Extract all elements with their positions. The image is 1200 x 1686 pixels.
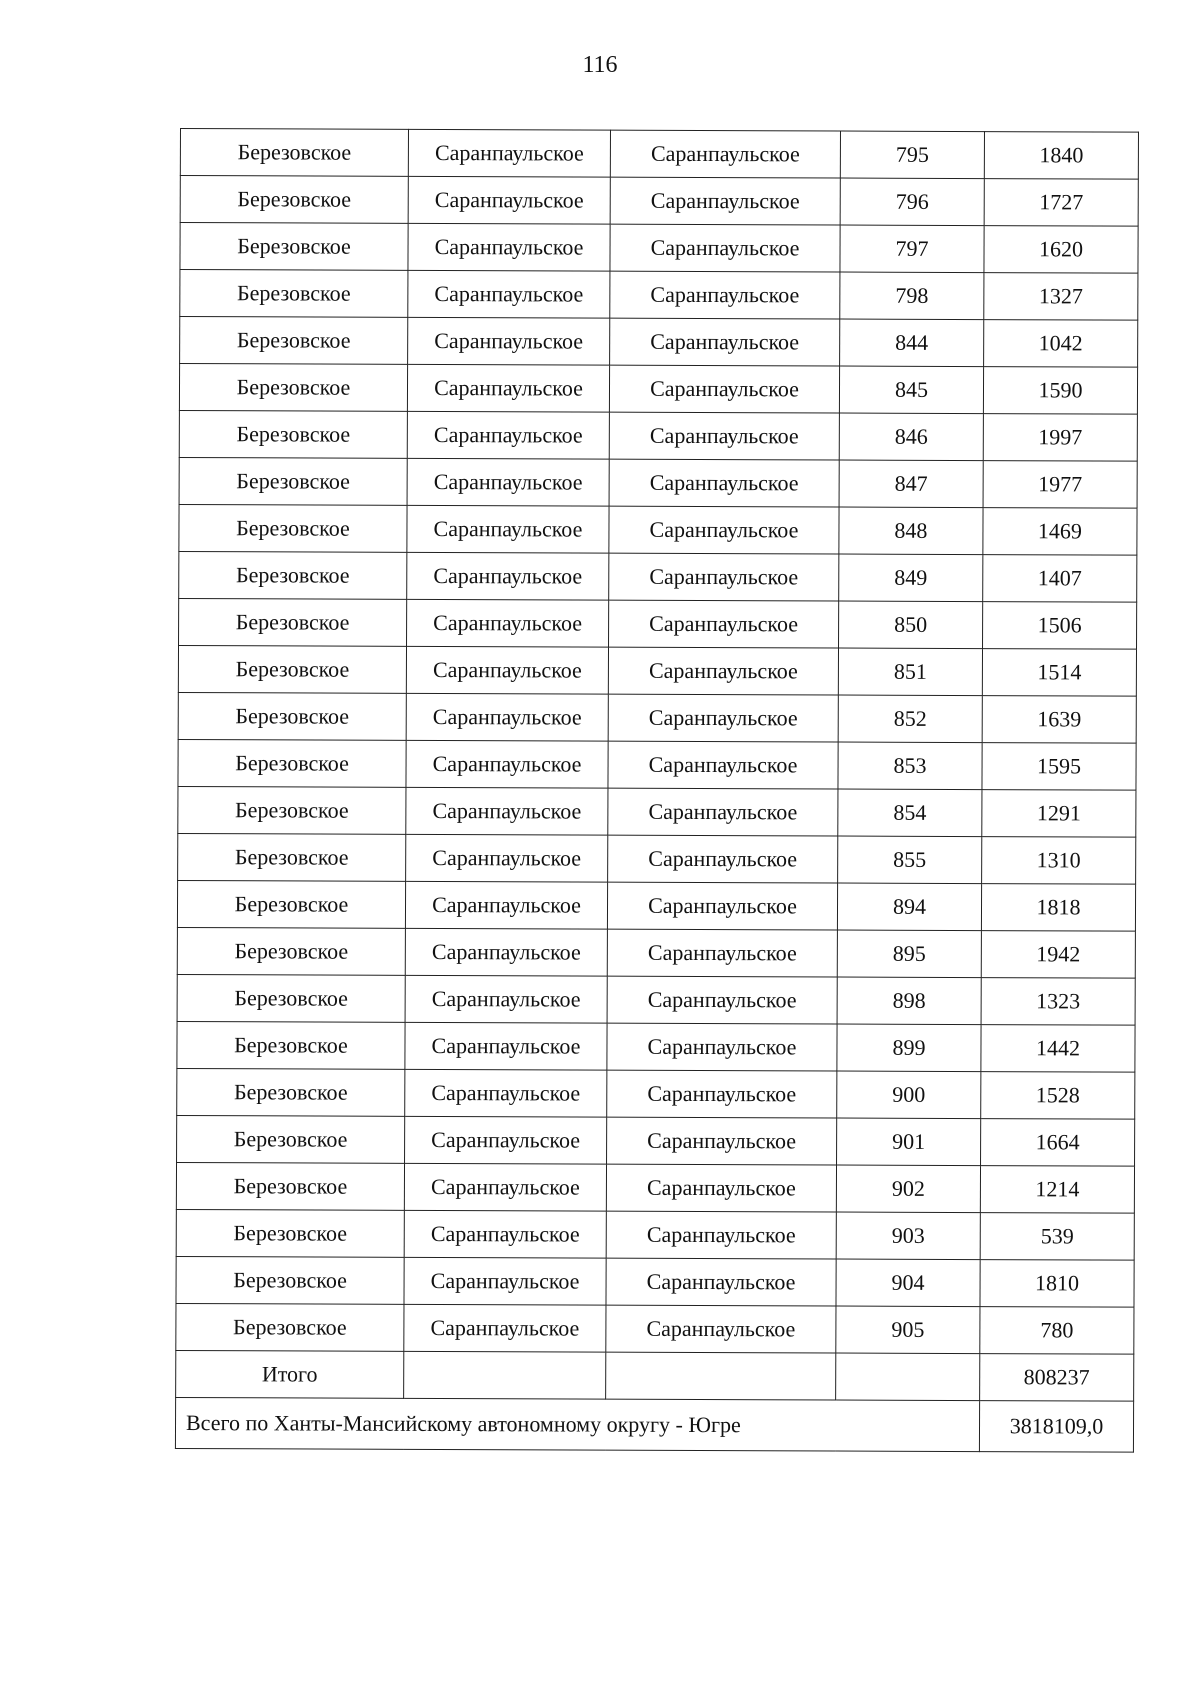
district-cell: Березовское (178, 786, 406, 834)
value-cell: 1810 (980, 1260, 1134, 1308)
settlement-cell: Саранпаульское (404, 1257, 606, 1305)
settlement-cell: Саранпаульское (407, 552, 609, 600)
subtotal-label: Итого (176, 1350, 404, 1398)
settlement-cell: Саранпаульское (408, 129, 610, 177)
grand-total-row (175, 1397, 1133, 1452)
value-cell: 1977 (983, 461, 1137, 509)
table-row (176, 1303, 1134, 1354)
locality-cell: Саранпаульское (609, 459, 839, 507)
value-cell: 1327 (984, 273, 1138, 321)
table-row (178, 692, 1136, 743)
locality-cell: Саранпаульское (609, 600, 839, 648)
settlement-cell: Саранпаульское (408, 176, 610, 224)
value-cell: 1620 (984, 226, 1138, 274)
value-cell: 1664 (981, 1119, 1135, 1167)
locality-cell: Саранпаульское (608, 788, 838, 836)
settlement-cell: Саранпаульское (404, 1163, 606, 1211)
district-cell: Березовское (180, 176, 408, 224)
number-cell: 847 (839, 460, 983, 508)
number-cell: 894 (837, 883, 981, 931)
settlement-cell: Саранпаульское (405, 1069, 607, 1117)
subtotal-row (176, 1350, 1134, 1401)
number-cell: 844 (840, 319, 984, 367)
value-cell: 780 (980, 1307, 1134, 1355)
settlement-cell: Саранпаульское (407, 505, 609, 553)
value-cell: 1514 (982, 649, 1136, 697)
table-row (177, 974, 1135, 1025)
district-cell: Березовское (176, 1303, 404, 1351)
number-cell: 854 (838, 789, 982, 837)
district-cell: Березовское (179, 364, 407, 412)
settlement-cell: Саранпаульское (404, 1304, 606, 1352)
locality-cell: Саранпаульское (610, 177, 840, 225)
locality-cell: Саранпаульское (607, 1117, 837, 1165)
table-row (177, 880, 1135, 931)
number-cell: 852 (838, 695, 982, 743)
district-cell: Березовское (176, 1256, 404, 1304)
locality-cell: Саранпаульское (608, 647, 838, 695)
locality-cell: Саранпаульское (607, 976, 837, 1024)
settlement-cell: Саранпаульское (406, 787, 608, 835)
number-cell: 851 (838, 648, 982, 696)
locality-cell: Саранпаульское (608, 741, 838, 789)
table-row (178, 786, 1136, 837)
settlement-cell: Саранпаульское (407, 364, 609, 412)
settlement-cell: Саранпаульское (407, 411, 609, 459)
value-cell: 1214 (980, 1166, 1134, 1214)
settlement-cell: Саранпаульское (407, 599, 609, 647)
table-row (177, 1021, 1135, 1072)
district-cell: Березовское (177, 1021, 405, 1069)
grand-total-label: Всего по Ханты-Мансийскому автономному округу - Югре (175, 1397, 979, 1451)
settlement-cell: Саранпаульское (408, 223, 610, 271)
district-cell: Березовское (180, 317, 408, 365)
value-cell: 1840 (984, 132, 1138, 180)
number-cell: 848 (839, 507, 983, 555)
locality-cell: Саранпаульское (609, 506, 839, 554)
settlement-cell: Саранпаульское (405, 928, 607, 976)
table-row (179, 598, 1137, 649)
table-row (176, 1256, 1134, 1307)
value-cell: 1590 (983, 367, 1137, 415)
locality-cell: Саранпаульское (610, 130, 840, 178)
table-row (180, 176, 1138, 227)
locality-cell: Саранпаульское (610, 224, 840, 272)
locality-cell: Саранпаульское (608, 694, 838, 742)
district-cell: Березовское (178, 833, 406, 881)
value-cell: 1506 (983, 602, 1137, 650)
number-cell: 904 (836, 1259, 980, 1307)
subtotal-value: 808237 (980, 1354, 1134, 1402)
number-cell: 795 (840, 131, 984, 179)
district-cell: Березовское (180, 270, 408, 318)
value-cell: 1727 (984, 179, 1138, 227)
subtotal-empty-cell (836, 1353, 980, 1401)
number-cell: 903 (836, 1212, 980, 1260)
number-cell: 898 (837, 977, 981, 1025)
number-cell: 895 (837, 930, 981, 978)
table-row (177, 1068, 1135, 1119)
locality-cell: Саранпаульское (607, 1023, 837, 1071)
number-cell: 849 (839, 554, 983, 602)
value-cell: 1997 (983, 414, 1137, 462)
district-cell: Березовское (179, 457, 407, 505)
locality-cell: Саранпаульское (609, 412, 839, 460)
value-cell: 1310 (982, 837, 1136, 885)
locality-cell: Саранпаульское (607, 929, 837, 977)
district-cell: Березовское (179, 551, 407, 599)
district-cell: Березовское (176, 1162, 404, 1210)
settlement-cell: Саранпаульское (406, 693, 608, 741)
district-cell: Березовское (178, 692, 406, 740)
settlement-cell: Саранпаульское (405, 975, 607, 1023)
subtotal-empty-cell (404, 1351, 606, 1399)
table-row (179, 457, 1137, 508)
settlement-cell: Саранпаульское (405, 881, 607, 929)
locality-cell: Саранпаульское (610, 271, 840, 319)
district-cell: Березовское (179, 410, 407, 458)
table-row (178, 739, 1136, 790)
settlement-cell: Саранпаульское (406, 834, 608, 882)
table-row (177, 927, 1135, 978)
number-cell: 901 (837, 1118, 981, 1166)
value-cell: 1595 (982, 743, 1136, 791)
subtotal-empty-cell (606, 1352, 836, 1400)
locality-cell: Саранпаульское (607, 882, 837, 930)
district-cell: Березовское (177, 1068, 405, 1116)
value-cell: 539 (980, 1213, 1134, 1261)
value-cell: 1407 (983, 555, 1137, 603)
settlement-cell: Саранпаульское (405, 1022, 607, 1070)
district-cell: Березовское (177, 974, 405, 1022)
table-row (178, 833, 1136, 884)
district-cell: Березовское (178, 645, 406, 693)
value-cell: 1323 (981, 978, 1135, 1026)
number-cell: 845 (839, 366, 983, 414)
value-cell: 1469 (983, 508, 1137, 556)
grand-total-value: 3818109,0 (979, 1401, 1133, 1453)
district-cell: Березовское (179, 598, 407, 646)
settlement-cell: Саранпаульское (404, 1210, 606, 1258)
value-cell: 1818 (981, 884, 1135, 932)
district-cell: Березовское (177, 927, 405, 975)
table-row (180, 317, 1138, 368)
number-cell: 798 (840, 272, 984, 320)
locality-cell: Саранпаульское (609, 553, 839, 601)
value-cell: 1528 (981, 1072, 1135, 1120)
settlement-cell: Саранпаульское (407, 458, 609, 506)
number-cell: 796 (840, 178, 984, 226)
number-cell: 900 (837, 1071, 981, 1119)
settlement-cell: Саранпаульское (406, 740, 608, 788)
number-cell: 902 (836, 1165, 980, 1213)
table-row (179, 504, 1137, 555)
table-row (176, 1162, 1134, 1213)
table-body (175, 129, 1138, 1453)
number-cell: 797 (840, 225, 984, 273)
table-row (177, 1115, 1135, 1166)
value-cell: 1042 (984, 320, 1138, 368)
value-cell: 1442 (981, 1025, 1135, 1073)
table-row (180, 223, 1138, 274)
value-cell: 1291 (982, 790, 1136, 838)
district-cell: Березовское (180, 223, 408, 271)
number-cell: 899 (837, 1024, 981, 1072)
district-cell: Березовское (176, 1209, 404, 1257)
locality-cell: Саранпаульское (606, 1211, 836, 1259)
district-cell: Березовское (177, 880, 405, 928)
settlement-cell: Саранпаульское (408, 317, 610, 365)
locality-cell: Саранпаульское (606, 1164, 836, 1212)
value-cell: 1942 (981, 931, 1135, 979)
settlement-cell: Саранпаульское (405, 1116, 607, 1164)
table-row (178, 645, 1136, 696)
table-row (180, 129, 1138, 180)
value-cell: 1639 (982, 696, 1136, 744)
number-cell: 905 (836, 1306, 980, 1354)
locality-cell: Саранпаульское (606, 1258, 836, 1306)
settlement-cell: Саранпаульское (408, 270, 610, 318)
locality-cell: Саранпаульское (608, 835, 838, 883)
locality-cell: Саранпаульское (606, 1305, 836, 1353)
number-cell: 853 (838, 742, 982, 790)
district-cell: Березовское (177, 1115, 405, 1163)
table-row (180, 270, 1138, 321)
register-table (175, 128, 1139, 1453)
locality-cell: Саранпаульское (609, 365, 839, 413)
table-row (179, 551, 1137, 602)
table-row (176, 1209, 1134, 1260)
district-cell: Березовское (179, 504, 407, 552)
table-row (179, 364, 1137, 415)
number-cell: 850 (839, 601, 983, 649)
page-number: 116 (582, 52, 618, 78)
district-cell: Березовское (180, 129, 408, 177)
locality-cell: Саранпаульское (607, 1070, 837, 1118)
district-cell: Березовское (178, 739, 406, 787)
locality-cell: Саранпаульское (610, 318, 840, 366)
number-cell: 846 (839, 413, 983, 461)
settlement-cell: Саранпаульское (406, 646, 608, 694)
number-cell: 855 (838, 836, 982, 884)
table-row (179, 410, 1137, 461)
